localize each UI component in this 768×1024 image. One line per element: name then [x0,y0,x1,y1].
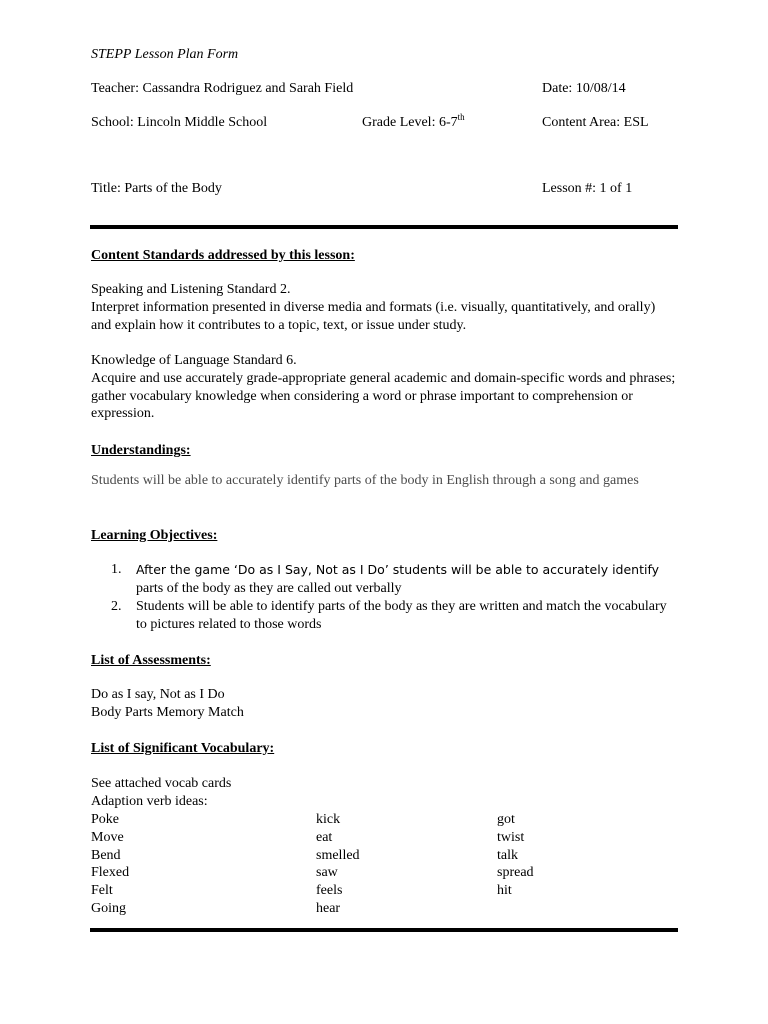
vocab-word: Poke [91,812,119,827]
vocab-word: eat [316,829,333,845]
vocab-word: Flexed [91,865,130,881]
vocab-word: hit [497,883,512,899]
grade-level-text: Grade Level: 6-7 [362,115,458,130]
vocab-column-1 [91,811,129,918]
vocabulary-intro-verbs: Adaption verb ideas: [91,794,208,809]
vocab-column-3 [497,811,534,900]
vocab-word: twist [497,829,525,845]
vocab-word: talk [497,847,518,863]
objective-text-b: parts of the body as they are called out verbally [136,580,402,596]
vocab-word: Move [91,829,124,845]
assessment-item: Body Parts Memory Match [91,705,244,720]
objective-text-a: After the game ‘Do as I Say, Not as I Do’ students will be able to accurately identify [136,562,660,577]
content-area-field: Content Area: ESL [542,115,649,130]
vocab-word: spread [497,865,534,881]
vocab-word: feels [316,883,343,899]
date-field: Date: 10/08/14 [542,81,626,96]
grade-level-superscript: th [457,112,465,122]
assessments-heading: List of Assessments: [91,653,211,668]
learning-objectives-heading: Learning Objectives: [91,528,218,543]
lesson-number-field: Lesson #: 1 of 1 [542,181,633,196]
objective-text: Students will be able to identify parts of the body as they are written and match the vocabulary to pictures related to those words [136,599,667,632]
vocab-column-2 [316,811,360,918]
vocabulary-intro: See attached vocab cards [91,776,232,791]
vocab-word: smelled [316,847,360,863]
bottom-divider [90,928,678,932]
vocab-word: Going [91,900,126,916]
standard2-text: Acquire and use accurately grade-appropriate general academic and domain-specific words and phrases; gather vocabulary knowledge when considering a word or phrase important to comprehension or expression. [91,371,676,421]
objective-number: 1. [111,562,122,577]
standard2-title: Knowledge of Language Standard 6. [91,353,297,368]
standard1-text: Interpret information presented in diverse media and formats (i.e. visually, quantitatively, and orally) and explain how it contributes to a topic, text, or issue under study. [91,300,656,333]
form-title: STEPP Lesson Plan Form [91,47,239,62]
vocab-word: saw [316,865,338,881]
vocab-word: hear [316,900,341,916]
objective-number: 2. [111,599,122,614]
assessment-item: Do as I say, Not as I Do [91,687,225,702]
title-field: Title: Parts of the Body [91,181,222,196]
vocab-word: Bend [91,847,121,863]
vocabulary-heading: List of Significant Vocabulary: [91,741,275,756]
vocab-word: kick [316,812,341,827]
understandings-heading: Understandings: [91,443,191,458]
vocab-word: got [497,812,515,827]
understandings-text: Students will be able to accurately identify parts of the body in English through a song and games [91,473,639,488]
objective-item [111,561,676,597]
teacher-field: Teacher: Cassandra Rodriguez and Sarah Field [91,81,354,96]
vocab-word: Felt [91,883,113,899]
grade-level-field [362,114,465,132]
standard1-title: Speaking and Listening Standard 2. [91,282,291,297]
objective-item [111,598,676,633]
top-divider [90,225,678,229]
learning-objectives-list [111,561,676,634]
content-standards-heading: Content Standards addressed by this lesson: [91,248,355,263]
school-field: School: Lincoln Middle School [91,115,268,130]
